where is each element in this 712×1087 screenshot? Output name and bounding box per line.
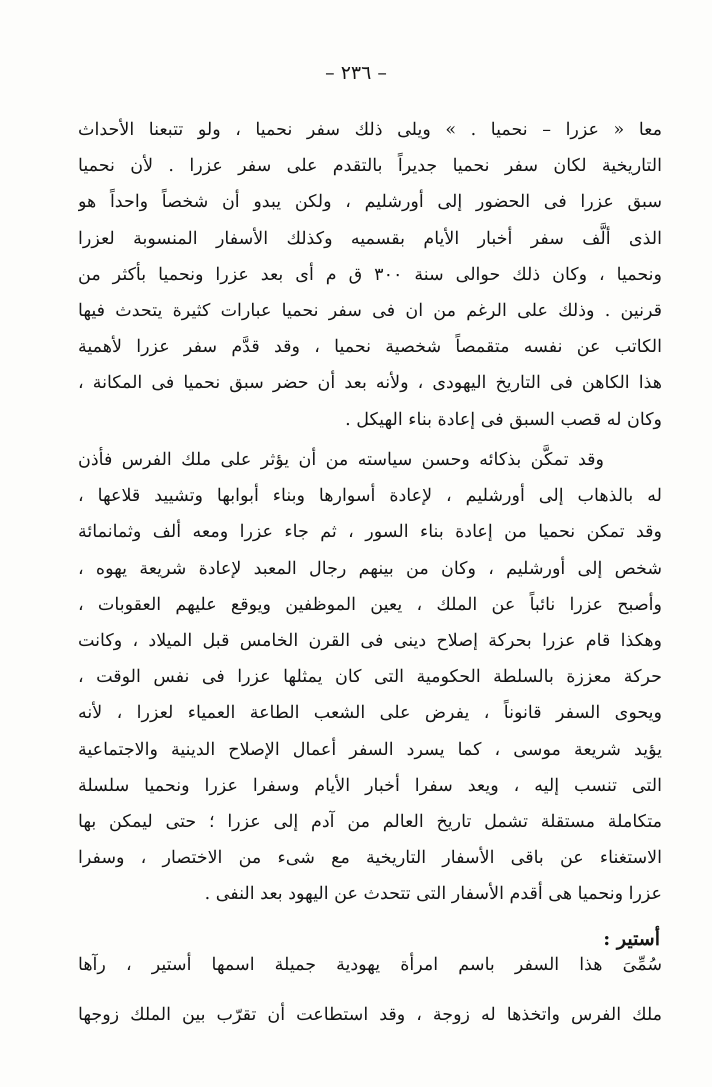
- text-line: له بالذهاب إلى أورشليم ، لإعادة أسوارها وبناء أبوابها وتشييد قلاعها ،: [78, 486, 662, 507]
- text-line: هذا الكاهن فى التاريخ اليهودى ، ولأنه بعد أن حضر سبق نحميا فى المكانة ،: [78, 373, 662, 394]
- text-line: ونحميا ، وكان ذلك حوالى سنة ٣٠٠ ق م أى بعد عزرا ونحميا بأكثر من: [78, 264, 662, 285]
- text-line: ملك الفرس واتخذها له زوجة ، وقد استطاعت أن تقرّب بين الملك زوجها: [78, 1005, 662, 1025]
- text-line: ويحوى السفر قانوناً ، يفرض على الشعب الطاعة العمياء لعزرا ، لأنه: [78, 703, 662, 724]
- text-line: معا « عزرا – نحميا . » ويلى ذلك سفر نحميا ، ولو تتبعنا الأحداث: [78, 120, 662, 140]
- text-line: التى تنسب إليه ، ويعد سفرا أخبار الأيام وسفرا عزرا ونحميا سلسلة: [78, 775, 662, 796]
- text-line: التاريخية لكان سفر نحميا جديراً بالتقدم على سفر عزرا . لأن نحميا: [78, 156, 662, 177]
- text-line: قرنين . وذلك على الرغم من ان فى سفر نحميا عبارات كثيرة يتحدث فيها: [78, 300, 662, 321]
- text-line: شخص إلى أورشليم ، وكان من بينهم رجال المعبد لإعادة شريعة يهوه ،: [78, 558, 662, 579]
- text-line: سبق عزرا فى الحضور إلى أورشليم ، ولكن يبدو أن شخصاً واحداً هو: [78, 192, 662, 213]
- paragraph-2: [78, 442, 662, 912]
- section-heading: أستير :: [603, 928, 660, 950]
- paragraph-3: [78, 940, 662, 1040]
- text-line: متكاملة مستقلة تشمل تاريخ العالم من آدم إلى عزرا ؛ حتى ليمكن بها: [78, 811, 662, 832]
- text-line: عزرا ونحميا هى أقدم الأسفار التى تتحدث عن اليهود بعد النفى .: [204, 884, 662, 905]
- paragraph-1: [78, 112, 662, 438]
- text-line: حركة معززة بالسلطة الحكومية التى كان يمثلها عزرا فى نفس الوقت ،: [78, 667, 662, 688]
- page-number: – ٢٣٦ –: [325, 62, 387, 84]
- text-line: وكان له قصب السبق فى إعادة بناء الهيكل .: [345, 409, 662, 430]
- text-line: يؤيد شريعة موسى ، كما يسرد السفر أعمال الإصلاح الدينية والاجتماعية: [78, 739, 662, 760]
- text-line: الكاتب عن نفسه متقمصاً شخصية نحميا ، وقد قدَّم سفر عزرا لأهمية: [78, 337, 662, 358]
- text-line: وأصبح عزرا نائباً عن الملك ، يعين الموظفين ويوقع عليهم العقوبات ،: [78, 594, 662, 615]
- text-line: الذى ألَّف سفر أخبار الأيام بقسميه وكذلك الأسفار المنسوبة لعزرا: [78, 228, 662, 249]
- text-line: وهكذا قام عزرا بحركة إصلاح دينى فى القرن الخامس قبل الميلاد ، وكانت: [78, 630, 662, 651]
- text-line: وقد تمكَّن بذكائه وحسن سياسته من أن يؤثر على ملك الفرس فأذن: [78, 450, 604, 470]
- text-line: سُمِّىَ هذا السفر باسم امرأة يهودية جميلة اسمها أستير ، رآها: [78, 955, 662, 975]
- text-line: الاستغناء عن باقى الأسفار التاريخية مع شىء من الاختصار ، وسفرا: [78, 848, 662, 869]
- text-line: وقد تمكن نحميا من إعادة بناء السور ، ثم جاء عزرا ومعه ألف وثمانمائة: [78, 522, 662, 543]
